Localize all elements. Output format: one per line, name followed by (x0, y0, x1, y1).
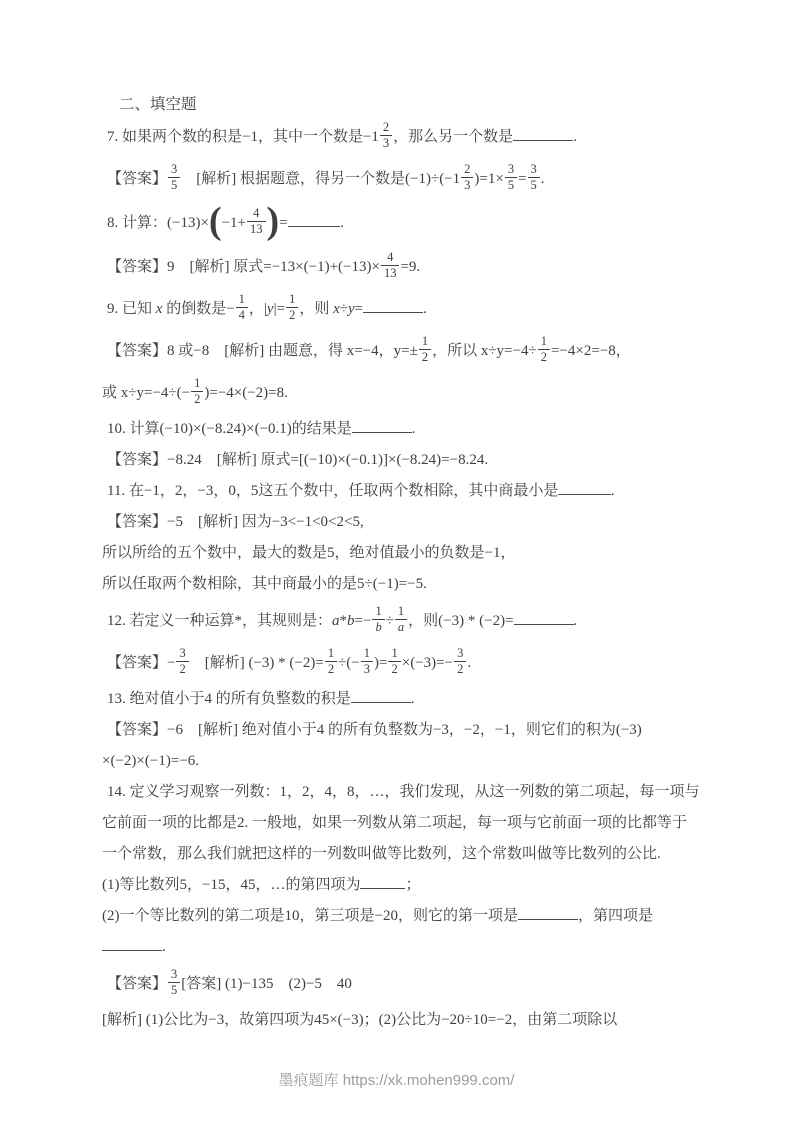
text-line (102, 288, 678, 330)
text-run: 12. 若定义一种运算*，其规则是： (107, 613, 333, 629)
fraction (176, 646, 188, 677)
fraction-denominator: b (372, 619, 384, 635)
text-run: −1+ (221, 215, 246, 231)
text-run: 二、填空题 (119, 96, 197, 113)
text-run: 【答案】− (107, 655, 176, 671)
blank-underline (352, 417, 412, 433)
fraction (325, 646, 337, 677)
text-run: =9. (400, 259, 421, 275)
fraction (168, 162, 180, 193)
text-line (102, 901, 678, 932)
text-run: ，那么另一个数是 (393, 129, 514, 145)
text-run: = (279, 215, 288, 231)
fraction-numerator: 1 (238, 292, 245, 307)
text-run: . (573, 129, 577, 145)
text-run: [解析] (−3) * (−2)= (189, 655, 324, 671)
blank-underline (351, 687, 411, 703)
fraction-numerator: 2 (464, 162, 471, 177)
text-run: 它前面一项的比都是2. 一般地，如果一列数从第二项起，每一项与它前面一项的比都等于 (102, 815, 688, 831)
fraction (191, 376, 203, 407)
text-run: 8. 计算：(−13)× (107, 215, 209, 231)
text-run: )= (374, 655, 388, 671)
text-run: 14. 定义学习观察一列数：1，2，4，8，…，我们发现，从这一列数的第二项起，每一项与 (107, 784, 700, 800)
fraction-denominator: 3 (461, 177, 473, 193)
fraction-denominator: 4 (236, 307, 248, 323)
text-line (102, 963, 678, 1005)
fraction (461, 162, 473, 193)
text-run: 【答案】 (107, 171, 168, 187)
text-line (102, 600, 678, 642)
text-run: ，则(−3) * (−2)= (408, 613, 514, 629)
text-run: 所以任取两个数相除，其中商最小的是5÷(−1)=−5. (102, 576, 427, 592)
fraction-numerator: 3 (507, 162, 515, 177)
fraction-numerator: 1 (363, 646, 371, 661)
fraction-numerator: 3 (530, 162, 537, 177)
math-variable: x (333, 301, 340, 317)
math-variable: x (155, 301, 163, 317)
text-run: [解析] 根据题意，得另一个数是(−1)÷(−1 (181, 171, 461, 187)
blank-underline (360, 873, 405, 889)
fraction-denominator: 5 (168, 982, 180, 998)
text-run: (1)等比数列5，−15，45，…的第四项为 (102, 877, 361, 893)
fraction (372, 604, 384, 635)
text-run: =− (354, 613, 372, 629)
fraction-numerator: 3 (171, 967, 178, 982)
fraction-numerator: 3 (171, 162, 178, 177)
text-run: )=−4×(−2)=8. (204, 385, 288, 401)
text-run: ，则 (299, 301, 334, 317)
fraction-numerator: 1 (327, 646, 335, 661)
fraction-denominator: 2 (191, 391, 203, 407)
document-content (102, 94, 700, 1036)
text-run: 11. 在−1，2，−3，0，5这五个数中，任取两个数相除，其中商最小是 (107, 483, 559, 499)
fraction-numerator: 1 (540, 334, 547, 349)
math-variable: b (347, 613, 355, 629)
text-run: 10. 计算(−10)×(−8.24)×(−0.1)的结果是 (107, 421, 352, 437)
fraction-numerator: 1 (375, 604, 382, 619)
text-run: |= (273, 301, 286, 317)
fraction (505, 162, 517, 193)
blank-underline (102, 935, 162, 951)
text-run: 9. 已知 (107, 301, 156, 317)
footer-text: 墨痕题库 https://xk.mohen999.com/ (278, 1072, 515, 1089)
fraction-denominator: 2 (538, 349, 550, 365)
text-line (102, 246, 678, 288)
fraction-denominator: 2 (388, 661, 400, 677)
text-line (102, 684, 678, 715)
fraction-denominator: 2 (286, 307, 298, 323)
text-run: 【答案】8 或−8 [解析] 由题意，得 x=−4，y=± (107, 343, 418, 359)
fraction (419, 334, 431, 365)
text-run: = (518, 171, 527, 187)
text-run: (2)一个等比数列的第二项是10，第三项是−20，则它的第一项是 (102, 908, 518, 924)
blank-underline (288, 211, 341, 227)
text-line (102, 116, 678, 158)
text-run: . (340, 215, 344, 231)
fraction-numerator: 3 (457, 646, 464, 661)
fraction (395, 604, 407, 635)
blank-underline (518, 904, 578, 920)
text-run: ×(−2)×(−1)=−6. (102, 753, 199, 769)
fraction (381, 250, 400, 281)
text-line (102, 1005, 678, 1036)
fraction-denominator: 3 (361, 661, 373, 677)
section-title (102, 94, 678, 116)
fraction-denominator: 2 (325, 661, 337, 677)
fraction-denominator: 5 (168, 177, 180, 193)
text-run: . (423, 301, 427, 317)
text-line (102, 839, 678, 870)
text-line (102, 932, 678, 963)
fraction-denominator: 5 (505, 177, 517, 193)
text-run: ，第四项是 (577, 908, 653, 924)
fraction (380, 120, 392, 151)
text-run: 或 x÷y=−4÷(− (102, 385, 191, 401)
fraction-denominator: a (395, 619, 407, 635)
fraction (454, 646, 466, 677)
text-run: 7. 如果两个数的积是−1，其中一个数是−1 (107, 129, 379, 145)
text-run: . (467, 655, 472, 671)
text-run: )=1× (474, 171, 504, 187)
fraction-denominator: 13 (247, 221, 266, 237)
text-run: . (411, 421, 416, 437)
text-line (102, 476, 678, 507)
math-variable: y (266, 301, 274, 317)
text-line (102, 715, 678, 746)
text-run: ，所以 x÷y=−4÷ (432, 343, 537, 359)
text-line (102, 642, 678, 684)
text-run: ，| (248, 301, 267, 317)
math-variable: y (347, 301, 355, 317)
text-line (102, 569, 678, 600)
text-line (102, 330, 678, 372)
text-line: 8. 计算：(−13)×(−1+ $\frac{4}{13}$ )= . (107, 199, 344, 242)
text-run: . (610, 483, 615, 499)
text-run: = (354, 301, 364, 317)
text-run: ÷ (385, 613, 394, 629)
text-run: ×(−3)=− (401, 655, 454, 671)
text-run: . (573, 613, 578, 629)
blank-underline (558, 479, 611, 495)
text-line (102, 445, 678, 476)
fraction (247, 206, 266, 237)
fraction-denominator: 3 (380, 135, 392, 151)
text-run: ÷(− (338, 655, 360, 671)
fraction (286, 292, 298, 323)
text-run: . (410, 691, 415, 707)
blank-underline (513, 125, 573, 141)
fraction (236, 292, 248, 323)
text-run: 【答案】9 [解析] 原式=−13×(−1)+(−13)× (107, 259, 380, 275)
fraction-numerator: 4 (253, 206, 260, 221)
fraction (538, 334, 550, 365)
text-line (102, 158, 678, 200)
fraction-numerator: 1 (391, 646, 398, 661)
text-run: . (540, 171, 545, 187)
text-line (102, 746, 678, 777)
fraction-numerator: 3 (179, 646, 186, 661)
text-line (102, 808, 688, 839)
fraction-numerator: 1 (289, 292, 296, 307)
fraction (361, 646, 373, 677)
text-line (102, 372, 678, 414)
fraction-numerator: 1 (397, 604, 405, 619)
text-line (102, 777, 700, 808)
fraction-denominator: 2 (454, 661, 466, 677)
text-run: =−4×2=−8， (550, 343, 631, 359)
blank-underline (514, 609, 574, 625)
fraction-denominator: 2 (419, 349, 431, 365)
text-line (102, 507, 678, 538)
fraction-numerator: 1 (421, 334, 429, 349)
text-line (102, 414, 678, 445)
fraction-denominator: 2 (176, 661, 188, 677)
fraction (388, 646, 400, 677)
fraction-numerator: 2 (382, 120, 390, 135)
text-run: ； (405, 877, 421, 893)
fraction-denominator: 5 (528, 177, 540, 193)
text-run: 【答案】−5 [解析] 因为−3<−1<0<2<5, (107, 514, 364, 530)
text-run: [解析] (1)公比为−3，故第四项为45×(−3)；(2)公比为−20÷10=−2，由第二项除以 (102, 1012, 618, 1028)
page-footer (0, 1069, 793, 1090)
text-run: 【答案】 (107, 976, 168, 992)
fraction-denominator: 13 (381, 265, 400, 281)
text-run: 所以所给的五个数中，最大的数是5，绝对值最小的负数是−1， (102, 545, 516, 561)
blank-underline (363, 297, 423, 313)
text-run: 一个常数，那么我们就把这样的一列数叫做等比数列，这个常数叫做等比数列的公比. (102, 846, 661, 862)
text-line (102, 538, 678, 569)
fraction (168, 967, 180, 998)
text-run: . (162, 939, 166, 955)
text-run: 13. 绝对值小于4 的所有负整数的积是 (107, 691, 351, 707)
text-run: ÷ (339, 301, 348, 317)
fraction (528, 162, 540, 193)
fraction-numerator: 4 (387, 250, 394, 265)
text-run: 【答案】−6 [解析] 绝对值小于4 的所有负整数为−3，−2，−1，则它们的积为(−3) (107, 722, 642, 738)
fraction-numerator: 1 (194, 376, 201, 391)
text-run: * (339, 613, 348, 629)
text-run: [答案] (1)−135 (2)−5 40 (181, 976, 352, 992)
text-line (102, 870, 678, 901)
text-run: 【答案】−8.24 [解析] 原式=[(−10)×(−0.1)]×(−8.24)=−8.24. (107, 452, 489, 468)
text-run: 的倒数是− (162, 301, 235, 317)
math-variable: a (332, 613, 340, 629)
